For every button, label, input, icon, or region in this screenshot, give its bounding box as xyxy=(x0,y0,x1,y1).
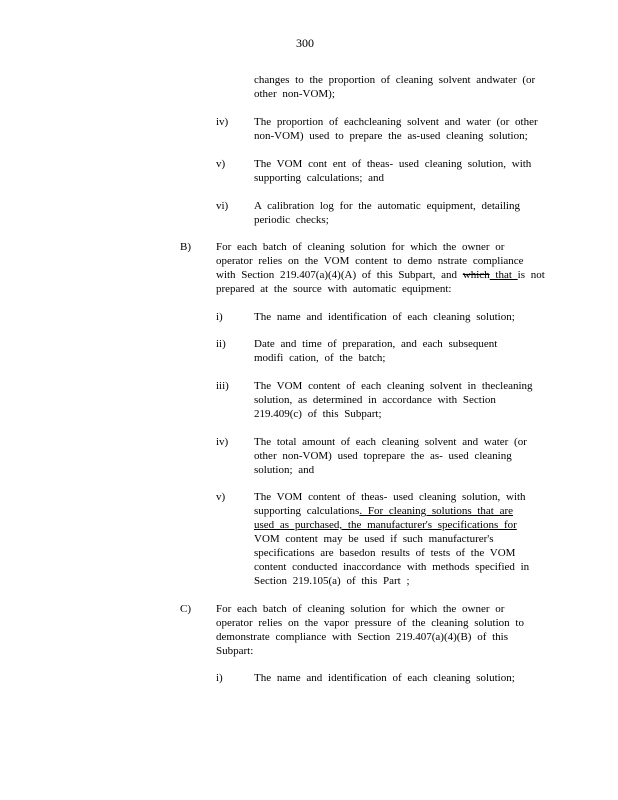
item-text xyxy=(254,435,554,477)
inserted-text: used as purchased, the manufacturer's specifications for xyxy=(254,519,517,531)
item-label: v) xyxy=(216,491,226,503)
text-line: periodic checks; xyxy=(254,214,329,226)
text-line: The total amount of each cleaning solvent and water (or xyxy=(254,436,527,448)
item-label: i) xyxy=(216,311,223,323)
inserted-text: . For cleaning solutions that are xyxy=(359,505,514,517)
text-line: For each batch of cleaning solution for which the owner or xyxy=(216,241,505,253)
text-line: prepared at the source with automatic equipment: xyxy=(216,283,452,295)
text-line: The VOM content of each cleaning solvent in thecleaning xyxy=(254,380,533,392)
item-label: v) xyxy=(216,158,226,170)
text-line: solution; and xyxy=(254,464,315,476)
text-line: specifications are basedon results of tests of the VOM xyxy=(254,547,516,559)
text-line: Section 219.105(a) of this Part ; xyxy=(254,575,410,587)
text-line: is not xyxy=(517,269,545,281)
item-text xyxy=(254,199,554,227)
item-text xyxy=(254,310,554,324)
text-line: The name and identification of each cleaning solution; xyxy=(254,311,515,323)
inserted-text: that xyxy=(489,269,518,281)
text-line: Date and time of preparation, and each subsequent xyxy=(254,338,498,350)
item-label: iv) xyxy=(216,116,229,128)
text-line: supporting calculations xyxy=(254,505,360,517)
text-line: The VOM content of theas- used cleaning solution, with xyxy=(254,491,526,503)
item-text xyxy=(254,379,554,421)
text-line: For each batch of cleaning solution for which the owner or xyxy=(216,603,505,615)
section-label: B) xyxy=(180,241,191,253)
text-line: modifi cation, of the batch; xyxy=(254,352,386,364)
section-c-text xyxy=(216,602,556,658)
section-label: C) xyxy=(180,603,191,615)
item-label: ii) xyxy=(216,338,226,350)
text-line: The name and identification of each cleaning solution; xyxy=(254,672,515,684)
item-label: vi) xyxy=(216,200,229,212)
text-line: other non-VOM) used toprepare the as- used cleaning xyxy=(254,450,512,462)
section-b-text xyxy=(216,240,556,296)
item-text xyxy=(254,115,554,143)
item-text xyxy=(254,337,554,365)
text-line: The VOM cont ent of theas- used cleaning solution, with xyxy=(254,158,532,170)
item-text xyxy=(254,157,554,185)
text-line: demonstrate compliance with Section 219.407(a)(4)(B) of this xyxy=(216,631,509,643)
text-line: The proportion of eachcleaning solvent and water (or other xyxy=(254,116,538,128)
item-label: iii) xyxy=(216,380,229,392)
text-line: supporting calculations; and xyxy=(254,172,385,184)
text-line: operator relies on the vapor pressure of the cleaning solution to xyxy=(216,617,524,629)
text-line: non-VOM) used to prepare the as-used cleaning solution; xyxy=(254,130,528,142)
page-number: 300 xyxy=(296,36,314,50)
text-line: VOM content may be used if such manufacturer's xyxy=(254,533,494,545)
text-line: A calibration log for the automatic equipment, detailing xyxy=(254,200,520,212)
item-text xyxy=(254,671,554,685)
text-line: Subpart: xyxy=(216,645,254,657)
text-line: with Section 219.407(a)(4)(A) of this Subpart, and xyxy=(216,269,463,281)
text-line: other non-VOM); xyxy=(254,88,335,100)
item-label: iv) xyxy=(216,436,229,448)
text-line: changes to the proportion of cleaning solvent andwater (or xyxy=(254,74,536,86)
text-line: content conducted inaccordance with methods specified in xyxy=(254,561,530,573)
item-label: i) xyxy=(216,672,223,684)
struck-text: which xyxy=(462,269,490,281)
text-line: operator relies on the VOM content to demo nstrate compliance xyxy=(216,255,524,267)
text-line: solution, as determined in accordance with Section xyxy=(254,394,496,406)
item-iii-continuation xyxy=(254,73,554,101)
item-text xyxy=(254,490,554,588)
text-line: 219.409(c) of this Subpart; xyxy=(254,408,382,420)
